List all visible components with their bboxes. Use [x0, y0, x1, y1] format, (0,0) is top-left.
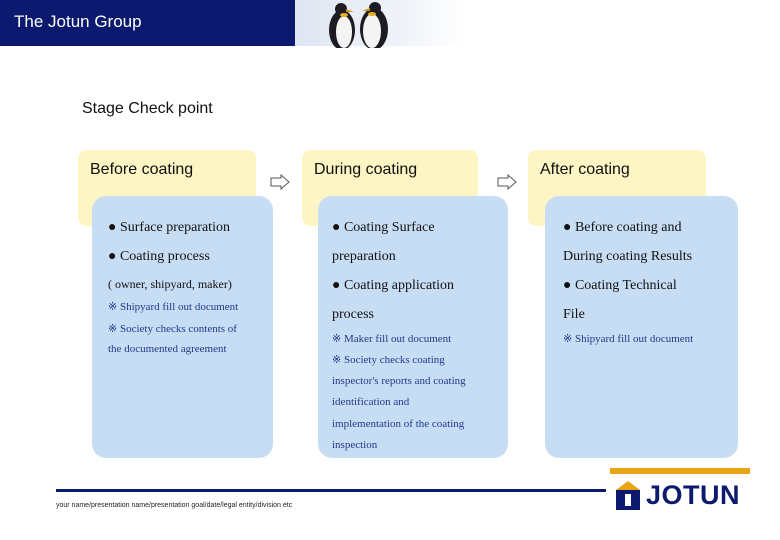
- page-heading: Stage Check point: [82, 100, 213, 117]
- stage-after-line-4: File: [563, 307, 585, 322]
- arrow-right-icon: [497, 174, 517, 190]
- stage-before-line-4: ※ Shipyard fill out document: [108, 301, 239, 313]
- stage-body-after: [545, 196, 738, 458]
- top-banner: [0, 0, 295, 46]
- stage-title-after: After coating: [540, 161, 630, 178]
- penguins-image: [308, 0, 418, 48]
- stage-during-line-5: ※ Maker fill out document: [332, 333, 452, 345]
- stage-before-line-1: ● Surface preparation: [108, 220, 230, 235]
- stage-during-line-2: preparation: [332, 249, 396, 264]
- banner-title: The Jotun Group: [14, 12, 142, 31]
- footer-text: your name/presentation name/presentation goal/date/legal entity/division etc: [56, 502, 293, 509]
- stage-before-line-5: ※ Society checks contents of: [108, 323, 237, 335]
- stage-before-line-3: ( owner, shipyard, maker): [108, 277, 232, 291]
- stage-after-line-5: ※ Shipyard fill out document: [563, 333, 694, 345]
- logo-accent-bar: [610, 468, 750, 474]
- stage-title-during: During coating: [314, 161, 418, 178]
- stage-before-line-2: ● Coating process: [108, 249, 210, 264]
- arrow-right-icon: [270, 174, 290, 190]
- stage-during-line-1: ● Coating Surface: [332, 220, 435, 235]
- stage-during-line-4: process: [332, 307, 374, 322]
- footer-rule: [56, 489, 606, 492]
- penguin-left: [329, 3, 355, 48]
- stage-after-line-2: During coating Results: [563, 249, 693, 264]
- stage-body-before: [92, 196, 273, 458]
- stage-during-line-7: inspector's reports and coating: [332, 375, 466, 387]
- stage-during-line-8: identification and: [332, 396, 410, 408]
- stage-during-line-9: implementation of the coating: [332, 418, 465, 430]
- logo-emblem-icon: [614, 480, 642, 512]
- penguin-right: [360, 2, 388, 48]
- stage-during-line-3: ● Coating application: [332, 278, 454, 293]
- stage-after-line-1: ● Before coating and: [563, 220, 682, 235]
- logo-text: JOTUN: [646, 480, 741, 510]
- stage-before-line-6: the documented agreement: [108, 343, 227, 355]
- stage-during-line-10: inspection: [332, 439, 378, 451]
- stage-title-before: Before coating: [90, 161, 194, 178]
- stage-after-line-3: ● Coating Technical: [563, 278, 677, 293]
- stage-during-line-6: ※ Society checks coating: [332, 354, 445, 366]
- jotun-logo: [610, 476, 750, 516]
- stage-body-during: [318, 196, 508, 458]
